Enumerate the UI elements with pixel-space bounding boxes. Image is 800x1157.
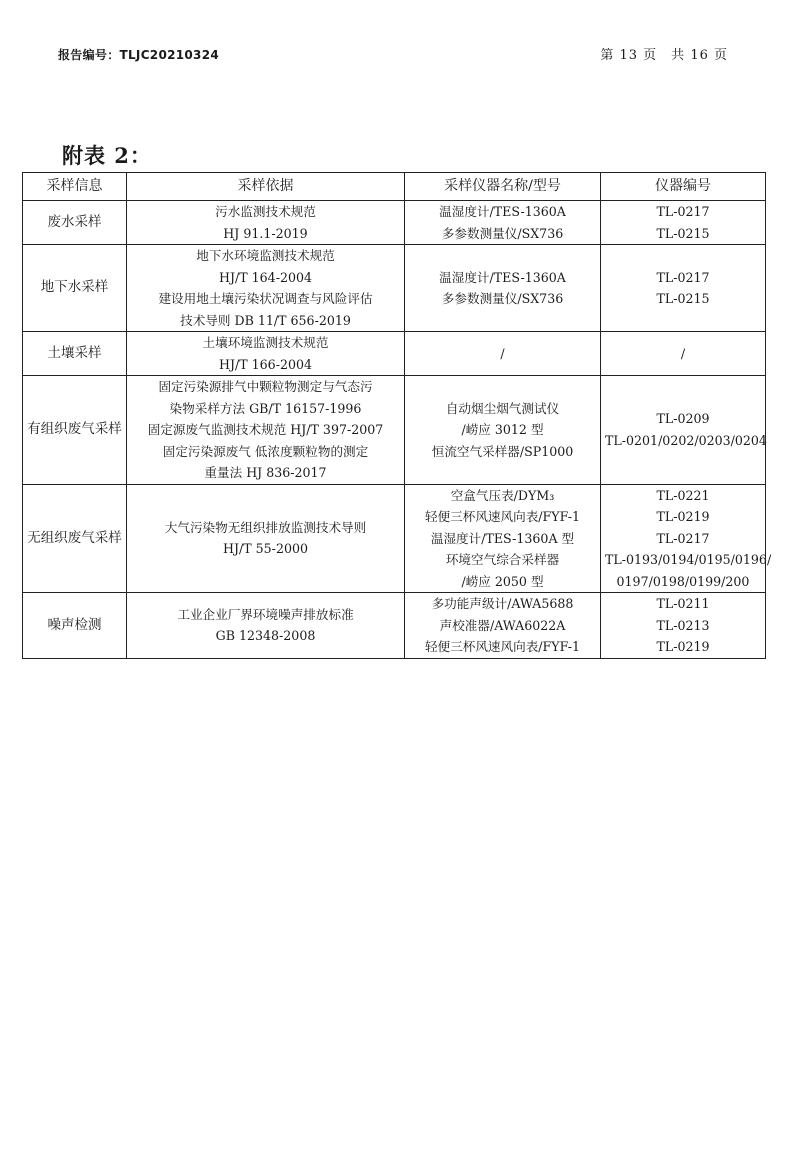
instrument-number-line: TL-0213 xyxy=(656,617,710,633)
column-header-instrument-model: 采样仪器名称/型号 xyxy=(405,173,601,201)
instrument-number-line: 0197/0198/0199/200 xyxy=(616,573,750,589)
instrument-model-line: 轻便三杯风速风向表/FYF-1 xyxy=(424,639,581,654)
sampling-basis-line: 大气污染物无组织排放监测技术导则 xyxy=(164,519,367,535)
sampling-basis-line: 技术导则 DB 11/T 656-2019 xyxy=(180,312,351,328)
sampling-basis-cell xyxy=(127,245,405,332)
instrument-model-line: 自动烟尘烟气测试仪 xyxy=(445,400,560,416)
instrument-model-line: 轻便三杯风速风向表/FYF-1 xyxy=(424,509,581,524)
instrument-model-line: 恒流空气采样器/SP1000 xyxy=(431,443,574,459)
instrument-table xyxy=(22,172,772,659)
instrument-number-line: TL-0219 xyxy=(656,639,710,654)
instrument-model-line: /崂应 3012 型 xyxy=(461,422,544,437)
instrument-model-line: 多参数测量仪/SX736 xyxy=(441,225,564,241)
instrument-number-cell xyxy=(601,332,766,376)
instrument-number-line: TL-0215 xyxy=(656,225,710,241)
instrument-model-cell xyxy=(405,593,601,659)
instrument-number-line: TL-0219 xyxy=(656,509,710,524)
table-row xyxy=(23,245,766,332)
instrument-number-line: TL-0215 xyxy=(656,291,710,306)
instrument-number-line: TL-0201/0202/0203/0204 xyxy=(605,432,767,448)
instrument-model-line: 温湿度计/TES-1360A 型 xyxy=(430,530,575,546)
sampling-info-cell: 有组织废气采样 xyxy=(23,376,127,485)
sampling-info-cell: 废水采样 xyxy=(23,201,127,245)
instrument-model-cell xyxy=(405,376,601,485)
instrument-number-line: TL-0217 xyxy=(656,530,710,546)
sampling-basis-line: 土壤环境监测技术规范 xyxy=(202,335,329,350)
instrument-model-cell xyxy=(405,201,601,245)
table-row xyxy=(23,376,766,485)
sampling-info-cell: 无组织废气采样 xyxy=(23,484,127,593)
sampling-basis-line: 地下水环境监测技术规范 xyxy=(196,248,335,263)
instrument-model-line: 温湿度计/TES-1360A xyxy=(439,204,566,219)
report-number: 报告编号：TLJC20210324 xyxy=(58,48,220,62)
table-row xyxy=(23,332,766,376)
instrument-number-line: TL-0221 xyxy=(656,487,710,503)
sampling-basis-line: 重量法 HJ 836-2017 xyxy=(204,465,327,480)
instrument-number-line: TL-0217 xyxy=(656,204,710,219)
table-row xyxy=(23,593,766,659)
sampling-basis-line: 固定污染源排气中颗粒物测定与气态污 xyxy=(158,379,373,394)
instrument-model-cell xyxy=(405,484,601,593)
instrument-model-line: /崂应 2050 型 xyxy=(461,573,544,589)
sampling-basis-line: HJ 91.1-2019 xyxy=(223,225,308,241)
instrument-number-cell xyxy=(601,484,772,593)
table-body xyxy=(23,201,772,659)
sampling-basis-cell xyxy=(127,593,405,659)
table-row xyxy=(23,484,766,593)
sampling-info-cell: 噪声检测 xyxy=(23,593,127,659)
instrument-number-cell xyxy=(601,201,766,245)
instrument-model-line: / xyxy=(500,345,505,361)
sampling-basis-line: 染物采样方法 GB/T 16157-1996 xyxy=(169,400,362,416)
instrument-number-line: TL-0193/0194/0195/0196/ xyxy=(605,552,772,567)
column-header-sampling-info: 采样信息 xyxy=(23,173,127,201)
instrument-model-line: 温湿度计/TES-1360A xyxy=(439,269,566,285)
sampling-basis-cell xyxy=(127,376,405,485)
page-number: 第 13 页 共 16 页 xyxy=(600,48,728,63)
sampling-basis-cell xyxy=(127,332,405,376)
table-header-row xyxy=(23,173,766,201)
sampling-basis-line: 固定源废气监测技术规范 HJ/T 397-2007 xyxy=(147,422,384,437)
instrument-model-line: 多参数测量仪/SX736 xyxy=(441,291,564,306)
sampling-basis-line: 污水监测技术规范 xyxy=(215,204,316,219)
sampling-basis-line: HJ/T 164-2004 xyxy=(218,269,313,285)
sampling-basis-line: 工业企业厂界环境噪声排放标准 xyxy=(177,606,354,622)
instrument-model-line: 多功能声级计/AWA5688 xyxy=(431,596,574,611)
instrument-number-line: TL-0217 xyxy=(656,269,710,285)
sampling-info-cell: 土壤采样 xyxy=(23,332,127,376)
instrument-number-line: / xyxy=(680,345,686,361)
instrument-model-cell xyxy=(405,245,601,332)
sampling-basis-line: GB 12348-2008 xyxy=(215,628,316,644)
sampling-basis-line: 建设用地土壤污染状况调查与风险评估 xyxy=(158,291,373,306)
sampling-basis-line: HJ/T 55-2000 xyxy=(222,541,308,557)
table-caption: 附表 2： xyxy=(62,143,152,168)
sampling-info-cell: 地下水采样 xyxy=(23,245,127,332)
instrument-model-line: 环境空气综合采样器 xyxy=(445,552,560,567)
sampling-basis-cell xyxy=(127,201,405,245)
column-header-sampling-basis: 采样依据 xyxy=(127,173,405,201)
instrument-number-cell xyxy=(601,593,766,659)
instrument-model-line: 声校准器/AWA6022A xyxy=(439,617,566,633)
instrument-number-cell xyxy=(601,376,766,485)
sampling-basis-line: 固定污染源废气 低浓度颗粒物的测定 xyxy=(162,443,369,459)
instrument-model-cell xyxy=(405,332,601,376)
sampling-basis-cell xyxy=(127,484,405,593)
table-row xyxy=(23,201,766,245)
sampling-basis-line: HJ/T 166-2004 xyxy=(218,356,313,372)
instrument-number-cell xyxy=(601,245,766,332)
instrument-number-line: TL-0209 xyxy=(656,411,710,427)
instrument-number-line: TL-0211 xyxy=(656,596,710,611)
instrument-model-line: 空盒气压表/DYM₃ xyxy=(450,487,555,503)
column-header-instrument-number: 仪器编号 xyxy=(601,173,766,201)
